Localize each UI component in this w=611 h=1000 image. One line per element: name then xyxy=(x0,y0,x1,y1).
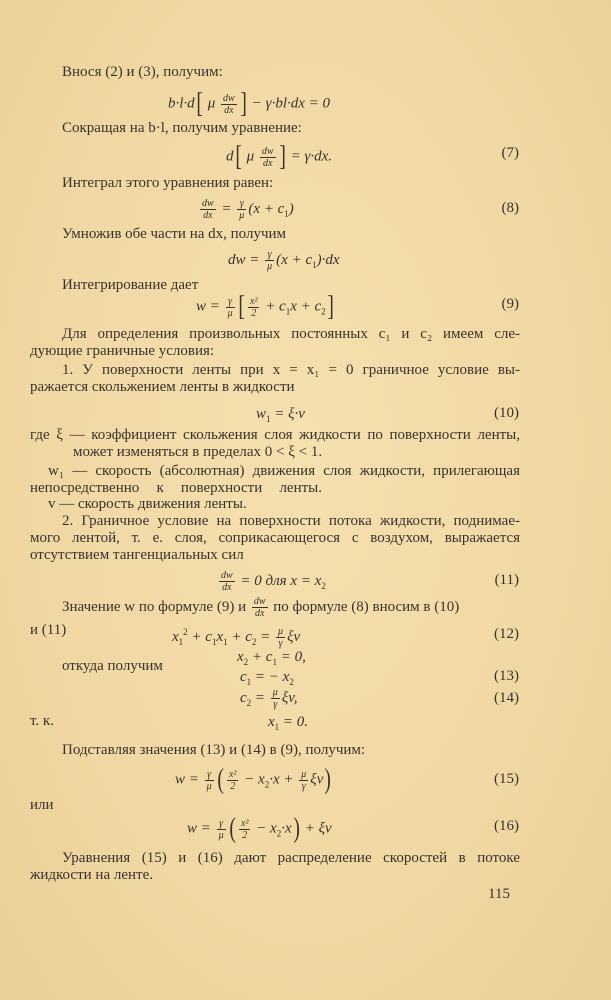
equation-number: (8) xyxy=(501,200,519,216)
bracket: ) xyxy=(293,813,300,844)
text-line: отсутствием тангенциальных сил xyxy=(30,547,244,563)
math-text: ) xyxy=(288,200,294,217)
text-line: мого лентой, т. е. слоя, соприкасающегося с воздухом, выражается xyxy=(30,530,520,546)
equation-15 xyxy=(175,766,333,794)
math-text: = xyxy=(256,629,275,645)
subscript: 2 xyxy=(264,779,270,790)
text-line: откуда получим xyxy=(62,658,163,674)
subscript: 1 xyxy=(312,259,317,270)
fraction xyxy=(271,687,280,710)
equation-number: (7) xyxy=(501,145,519,161)
fraction xyxy=(219,570,235,593)
math-text: x + c xyxy=(290,298,322,315)
fraction-denominator: γ xyxy=(273,699,278,710)
equation-number: (15) xyxy=(494,771,519,787)
math-text: dw = xyxy=(228,251,264,268)
text-line: Уравнения (15) и (16) дают распределение скоростей в потоке xyxy=(62,850,520,866)
text-line: жидкости на ленте. xyxy=(30,867,153,883)
math-text: = − x xyxy=(251,669,290,685)
math-text: = 0. xyxy=(279,714,309,730)
math-text: (x + c xyxy=(248,200,285,217)
math-text: μ xyxy=(204,95,220,112)
fraction-numerator: dw xyxy=(202,198,214,209)
math-text: x xyxy=(172,629,179,645)
math-text: w = xyxy=(196,298,224,315)
math-text: w = xyxy=(175,771,203,788)
math-text: ξv xyxy=(310,771,324,788)
fraction-denominator: dx xyxy=(203,210,213,221)
fraction-denominator: dx xyxy=(254,608,265,619)
superscript: 2 xyxy=(183,627,188,637)
subscript: 2 xyxy=(251,637,257,647)
subscript: 1 xyxy=(284,208,289,219)
math-text: μ xyxy=(242,148,258,165)
page-number: 115 xyxy=(488,886,510,902)
text-line: Умножив обе части на dx, получим xyxy=(62,226,287,242)
fraction-denominator: μ xyxy=(218,829,224,841)
fraction xyxy=(221,93,237,116)
math-text: ξv xyxy=(287,629,301,645)
subscript: 2 xyxy=(321,306,326,317)
equation-14 xyxy=(240,687,298,712)
fraction-numerator: γ xyxy=(226,296,235,308)
equation-dw xyxy=(228,249,340,274)
subscript: 1 xyxy=(266,414,271,424)
fraction-numerator: dw xyxy=(253,596,266,607)
fraction-denominator: 2 xyxy=(251,307,257,319)
math-text: − x xyxy=(240,771,265,788)
fraction xyxy=(205,769,214,792)
fraction xyxy=(299,769,308,792)
subscript: 2 xyxy=(243,657,249,667)
text-line: w₁ — скорость (абсолютная) движения слоя жидкости, прилегающая xyxy=(48,463,520,479)
text-line: 1. У поверхности ленты при x = x₁ = 0 граничное условие вы- xyxy=(62,362,520,378)
math-text: b·l·d xyxy=(168,95,195,112)
equation-7 xyxy=(226,143,332,171)
math-text: ·x xyxy=(281,820,292,837)
fraction-denominator: γ xyxy=(278,638,283,650)
fraction xyxy=(227,769,238,792)
bracket: ] xyxy=(240,88,247,119)
math-text: + ξv xyxy=(300,820,332,837)
fraction-numerator: μ xyxy=(278,626,284,638)
math-text: x xyxy=(268,714,275,730)
fraction-numerator: dw xyxy=(221,570,233,581)
equation-number: (9) xyxy=(501,296,519,312)
text-line: где ξ — коэффициент скольжения слоя жидкости по поверхности ленты, xyxy=(30,427,520,443)
equation-8 xyxy=(198,198,294,223)
bracket: [ xyxy=(238,291,245,322)
fraction-numerator: γ xyxy=(217,818,226,830)
equation-11 xyxy=(217,570,326,595)
fraction-denominator: μ xyxy=(206,780,212,792)
subscript: 1 xyxy=(272,657,277,667)
math-text: = ξ·v xyxy=(270,406,305,422)
math-text: = γ·dx. xyxy=(286,148,333,165)
math-text: c xyxy=(240,689,247,706)
fraction xyxy=(260,146,276,169)
equation-number: (13) xyxy=(494,668,519,684)
text-line xyxy=(62,596,459,619)
subscript: 1 xyxy=(211,637,217,647)
text-line: непосредственно к поверхности ленты. xyxy=(30,480,322,496)
fraction-denominator: 2 xyxy=(230,780,236,792)
fraction-denominator: μ xyxy=(239,210,245,221)
bracket: ( xyxy=(229,813,236,844)
math-text: + c xyxy=(227,629,252,645)
math-text: (x + c xyxy=(276,251,313,268)
math-text: w xyxy=(256,406,267,422)
equation-9 xyxy=(196,293,335,321)
text-fragment: Значение w по формуле (9) и xyxy=(62,598,247,615)
equation-number: (12) xyxy=(494,626,519,642)
math-text: = xyxy=(217,200,236,217)
fraction-denominator: μ xyxy=(227,307,233,319)
subscript: 2 xyxy=(321,580,326,591)
text-line: или xyxy=(30,797,54,813)
fraction-numerator: x² xyxy=(250,295,258,307)
math-text: = xyxy=(251,689,269,706)
math-text: d xyxy=(226,148,234,165)
fraction-numerator: μ xyxy=(301,768,307,780)
bracket: ( xyxy=(217,764,224,795)
text-line: Внося (2) и (3), получим: xyxy=(62,64,223,80)
math-text: w = xyxy=(187,820,215,837)
fraction xyxy=(265,249,274,272)
math-text: + c xyxy=(261,298,286,315)
fraction xyxy=(217,818,226,841)
math-text: = 0, xyxy=(276,649,306,665)
fraction-numerator: dw xyxy=(261,145,274,157)
subscript: 1 xyxy=(246,677,252,687)
fraction-numerator: γ xyxy=(237,198,246,210)
fraction xyxy=(252,596,268,619)
math-text: )·dx xyxy=(316,251,340,268)
math-text: c xyxy=(240,669,247,685)
fraction-numerator: x² xyxy=(229,768,237,780)
bracket: [ xyxy=(234,141,242,172)
equation-12 xyxy=(172,623,300,651)
subscript: 1 xyxy=(274,722,280,732)
text-line: 2. Граничное условие на поверхности потока жидкости, поднимае- xyxy=(62,513,520,529)
math-text: − x xyxy=(252,820,277,837)
fraction xyxy=(239,818,250,841)
math-text: x xyxy=(237,649,244,665)
text-line: v — скорость движения ленты. xyxy=(48,496,247,512)
text-fragment: по формуле (8) вносим в (10) xyxy=(273,598,460,615)
text-line: и (11) xyxy=(30,622,67,638)
equation-10 xyxy=(256,405,305,428)
fraction-denominator: γ xyxy=(301,780,306,792)
fraction xyxy=(200,198,216,221)
text-line: дующие граничные условия: xyxy=(30,343,215,359)
text-line: Для определения произвольных постоянных c₁ и c₂ имеем сле- xyxy=(62,326,520,342)
fraction-denominator: dx xyxy=(222,582,232,593)
fraction-numerator: γ xyxy=(205,769,214,781)
text-line: Сокращая на b·l, получим уравнение: xyxy=(62,120,302,136)
subscript: 2 xyxy=(246,697,252,708)
equation-number: (10) xyxy=(494,405,519,421)
equation-unnumbered xyxy=(168,90,330,118)
subscript: 2 xyxy=(276,828,282,839)
math-text: ·x + xyxy=(269,771,298,788)
math-text: = 0 для x = x xyxy=(236,572,322,589)
text-line: ражается скольжением ленты в жидкости xyxy=(30,379,295,395)
subscript: 1 xyxy=(223,637,228,647)
text-line: Интеграл этого уравнения равен: xyxy=(62,175,274,191)
text-line: Интегрирование дает xyxy=(62,277,199,293)
equation-x1 xyxy=(268,713,308,736)
fraction xyxy=(237,198,246,221)
fraction xyxy=(248,296,259,319)
text-line: может изменяться в пределах 0 < ξ < 1. xyxy=(73,444,323,460)
text-line: т. к. xyxy=(30,713,54,729)
subscript: 1 xyxy=(285,306,291,317)
fraction-numerator: x² xyxy=(241,817,249,829)
fraction-denominator: 2 xyxy=(242,829,248,841)
bracket: ] xyxy=(327,291,334,322)
fraction-denominator: μ xyxy=(267,261,273,272)
fraction xyxy=(226,296,235,319)
math-text: + c xyxy=(248,649,273,665)
equation-number: (14) xyxy=(494,690,519,706)
fraction-denominator: dx xyxy=(224,104,234,116)
math-text: − γ·bl·dx = 0 xyxy=(248,95,331,112)
math-text: + c xyxy=(187,629,212,645)
text-line: Подставляя значения (13) и (14) в (9), получим: xyxy=(62,742,366,758)
fraction-numerator: γ xyxy=(265,249,274,261)
fraction-denominator: dx xyxy=(262,157,273,169)
math-text: ξv, xyxy=(281,689,298,706)
subscript: 1 xyxy=(178,637,184,647)
fraction-numerator: dw xyxy=(223,92,235,104)
bracket: [ xyxy=(196,88,203,119)
fraction xyxy=(276,626,285,649)
fraction-numerator: μ xyxy=(272,687,278,698)
equation-number: (11) xyxy=(494,572,519,588)
math-text: x xyxy=(216,629,224,645)
bracket: ] xyxy=(278,141,286,172)
bracket: ) xyxy=(324,764,332,795)
equation-number: (16) xyxy=(494,818,519,834)
subscript: 2 xyxy=(289,677,294,687)
equation-16 xyxy=(187,815,332,843)
